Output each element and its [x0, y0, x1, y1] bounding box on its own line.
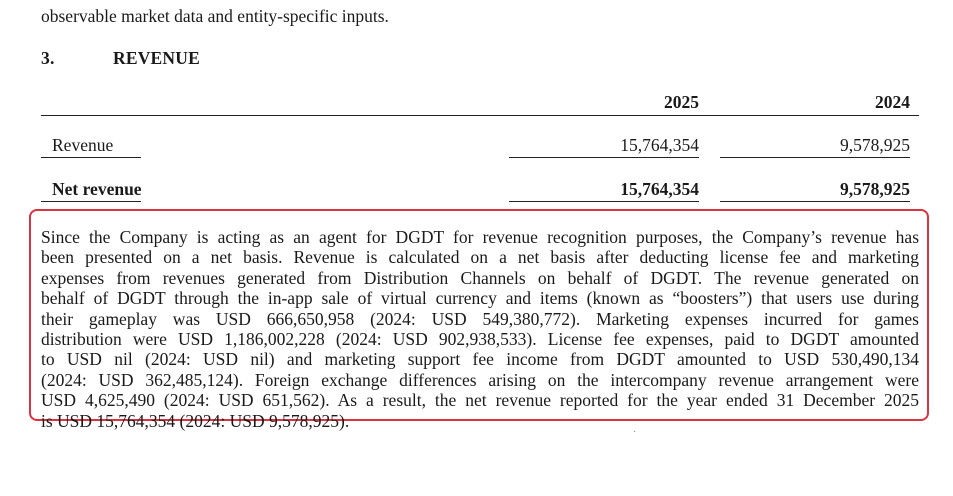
- paragraph-line: distribution were USD 1,186,002,228 (2024: USD 902,938,533). License fee expenses, paid to DGDT amounted: [41, 328, 919, 349]
- paragraph-line: been presented on a net basis. Revenue is calculated on a net basis after deducting license fee and marketing: [41, 247, 919, 268]
- paragraph-line: Since the Company is acting as an agent for DGDT for revenue recognition purposes, the Company’s revenue has: [41, 227, 919, 247]
- revenue-explanation-paragraph: [41, 227, 919, 431]
- header-rule: [41, 115, 919, 116]
- underline: [509, 201, 699, 202]
- row-label: Revenue: [52, 135, 114, 155]
- column-header-2024: 2024: [875, 92, 910, 112]
- underline: [41, 157, 141, 158]
- section-number: 3.: [41, 48, 55, 68]
- row-value-2024: 9,578,925: [840, 179, 910, 199]
- underline: [720, 201, 910, 202]
- clipped-previous-line: [41, 0, 921, 1]
- row-value-2025: 15,764,354: [620, 179, 699, 199]
- underline: [509, 157, 699, 158]
- paragraph-line: expenses from revenues generated from Distribution Channels on behalf of DGDT. The revenue generated on: [41, 267, 919, 288]
- row-value-2025: 15,764,354: [620, 135, 699, 155]
- scan-speck: ·: [633, 427, 637, 438]
- row-label: Net revenue: [52, 179, 142, 199]
- revenue-table: [41, 88, 919, 208]
- paragraph-line: their gameplay was USD 666,650,958 (2024: USD 549,380,772). Marketing expenses incurred for games: [41, 308, 919, 329]
- paragraph-line: behalf of DGDT through the in-app sale of virtual currency and items (known as “boosters”) that users use during: [41, 288, 919, 309]
- column-header-2025: 2025: [664, 92, 699, 112]
- paragraph-line: to USD nil (2024: USD nil) and marketing support fee income from DGDT amounted to USD 530,490,134: [41, 349, 919, 370]
- paragraph-line: (2024: USD 362,485,124). Foreign exchange differences arising on the intercompany revenue arrangement were: [41, 369, 919, 390]
- underline: [720, 157, 910, 158]
- underline: [41, 201, 141, 202]
- table-row-revenue: [41, 135, 919, 159]
- intro-text: observable market data and entity-specific inputs.: [41, 6, 389, 26]
- section-title: REVENUE: [113, 48, 200, 68]
- paragraph-line: USD 4,625,490 (2024: USD 651,562). As a result, the net revenue reported for the year ended 31 December 2025: [41, 390, 919, 411]
- paragraph-line: is USD 15,764,354 (2024: USD 9,578,925).: [41, 410, 350, 431]
- table-row-net-revenue: [41, 179, 919, 203]
- row-value-2024: 9,578,925: [840, 135, 910, 155]
